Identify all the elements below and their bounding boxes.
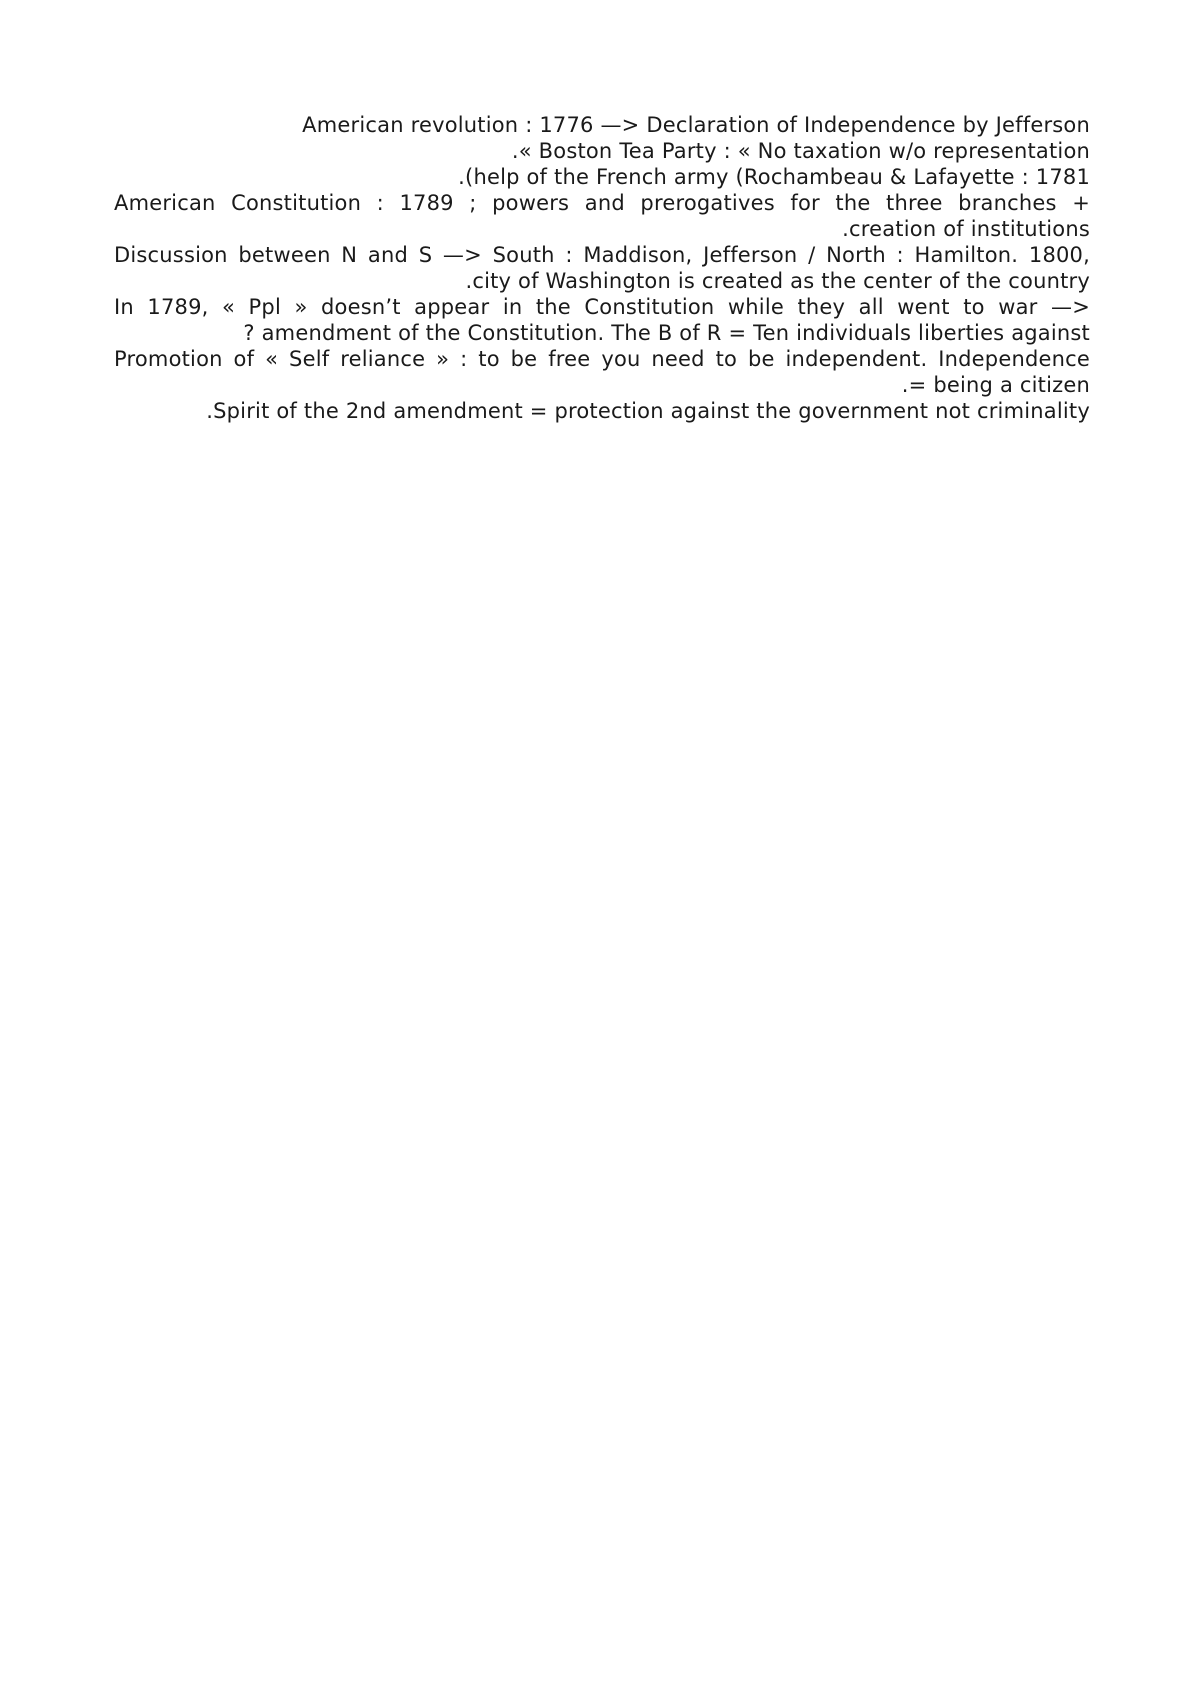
text-line: .creation of institutions	[842, 217, 1090, 241]
text-line: ? amendment of the Constitution. The B of R = Ten individuals liberties against	[243, 321, 1090, 345]
text-line: .(help of the French army (Rochambeau & Lafayette : 1781	[458, 165, 1090, 189]
text-line: .= being a citizen	[901, 373, 1090, 397]
notes-text-block	[114, 112, 1090, 424]
text-line: .« Boston Tea Party : « No taxation w/o representation	[511, 139, 1090, 163]
text-line: Discussion between N and S —> South : Maddison, Jefferson / North : Hamilton. 1800,	[114, 243, 1090, 267]
text-line: In 1789, « Ppl » doesn’t appear in the Constitution while they all went to war —>	[114, 295, 1090, 319]
text-line: .city of Washington is created as the center of the country	[465, 269, 1090, 293]
text-line: American revolution : 1776 —> Declaration of Independence by Jefferson	[302, 113, 1090, 137]
text-line: .Spirit of the 2nd amendment = protection against the government not criminality	[206, 399, 1090, 423]
text-line: American Constitution : 1789 ; powers and prerogatives for the three branches +	[114, 191, 1090, 215]
text-line: Promotion of « Self reliance » : to be free you need to be independent. Independence	[114, 347, 1090, 371]
